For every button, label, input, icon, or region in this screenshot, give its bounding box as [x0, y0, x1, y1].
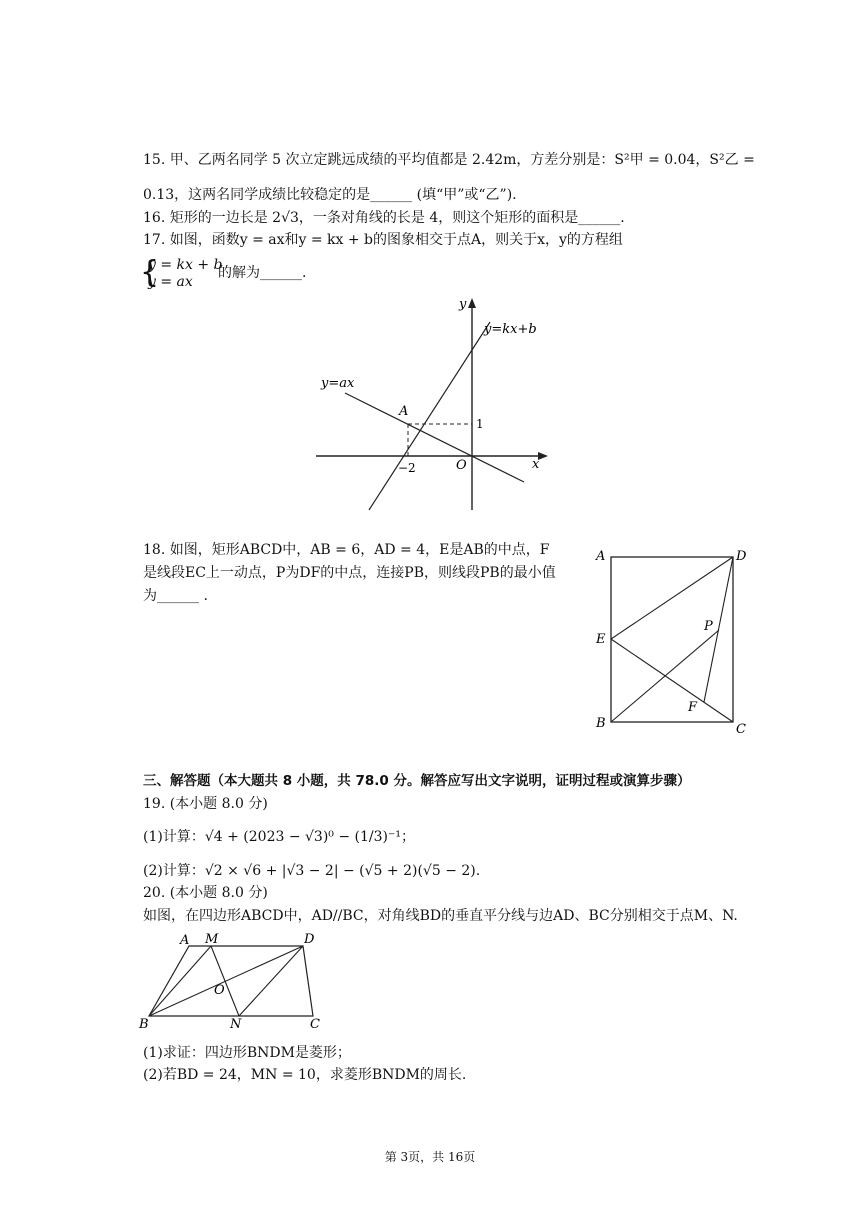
q17-system-eq2: y = ax: [148, 274, 193, 290]
line-kx-b-label: y=kx+b: [484, 322, 537, 337]
label-e: E: [596, 632, 606, 647]
label-o: O: [214, 983, 225, 998]
q17-text: 17. 如图，函数y = ax和y = kx + b的图象相交于点A，则关于x，y的方程组: [143, 232, 623, 248]
q15-line1: 15. 甲、乙两名同学 5 次立定跳远成绩的平均值都是 2.42m，方差分别是：S²甲 = 0.04，S²乙 =: [143, 152, 755, 168]
section-heading: 三、解答题（本大题共 8 小题，共 78.0 分。解答应写出文字说明，证明过程或演算步骤）: [143, 773, 691, 789]
q19-part2: (2)计算：√2 × √6 + |√3 − 2| − (√5 + 2)(√5 − 2).: [143, 863, 481, 879]
segment-bm: [149, 946, 211, 1016]
segment-mn: [211, 946, 239, 1016]
q16-text: 16. 矩形的一边长是 2√3，一条对角线的长是 4，则这个矩形的面积是______.: [143, 210, 625, 226]
q20-stem: 如图，在四边形ABCD中，AD//BC，对角线BD的垂直平分线与边AD、BC分别相交于点M、N.: [143, 908, 738, 924]
segment-nd: [239, 946, 303, 1016]
q17-system-eq1: y = kx + b: [148, 257, 223, 273]
label-a: A: [596, 549, 606, 564]
label-d: D: [304, 932, 315, 947]
y-axis-label: y: [459, 297, 467, 312]
origin-label: O: [456, 458, 467, 473]
label-f: F: [688, 700, 698, 715]
q18-line3: 为______ .: [143, 588, 208, 604]
label-b: B: [596, 716, 606, 731]
q20-part1: (1)求证：四边形BNDM是菱形；: [143, 1045, 351, 1061]
quadrilateral-abcd: [149, 946, 313, 1016]
x-axis-label: x: [532, 457, 540, 472]
point-a-label: A: [399, 404, 409, 419]
label-n: N: [230, 1017, 242, 1032]
label-a: A: [180, 933, 190, 948]
q19-title: 19. (本小题 8.0 分): [143, 796, 268, 812]
q20-part2: (2)若BD = 24，MN = 10，求菱形BNDM的周长.: [143, 1067, 467, 1083]
q15-line2: 0.13，这两名同学成绩比较稳定的是______ (填“甲”或“乙”).: [143, 187, 517, 203]
q19-part1: (1)计算：√4 + (2023 − √3)⁰ − (1/3)⁻¹；: [143, 829, 416, 845]
page-footer: 第 3页，共 16页: [384, 1150, 476, 1164]
q18-line2: 是线段EC上一动点，P为DF的中点，连接PB，则线段PB的最小值: [143, 565, 556, 581]
q18-line1: 18. 如图，矩形ABCD中，AB = 6，AD = 4，E是AB的中点，F: [143, 542, 550, 558]
q20-title: 20. (本小题 8.0 分): [143, 885, 268, 901]
label-m: M: [205, 932, 219, 947]
label-d: D: [736, 549, 747, 564]
brace: {: [140, 255, 160, 290]
label-c: C: [310, 1017, 320, 1032]
x-tick-label: −2: [398, 461, 416, 475]
y-tick-label: 1: [476, 417, 484, 431]
diagonal-bd: [149, 946, 303, 1016]
q17-tail: 的解为______.: [218, 265, 307, 281]
line-ax-label: y=ax: [321, 376, 355, 391]
label-b: B: [139, 1017, 149, 1032]
label-p: P: [704, 619, 713, 634]
label-c: C: [736, 722, 746, 737]
